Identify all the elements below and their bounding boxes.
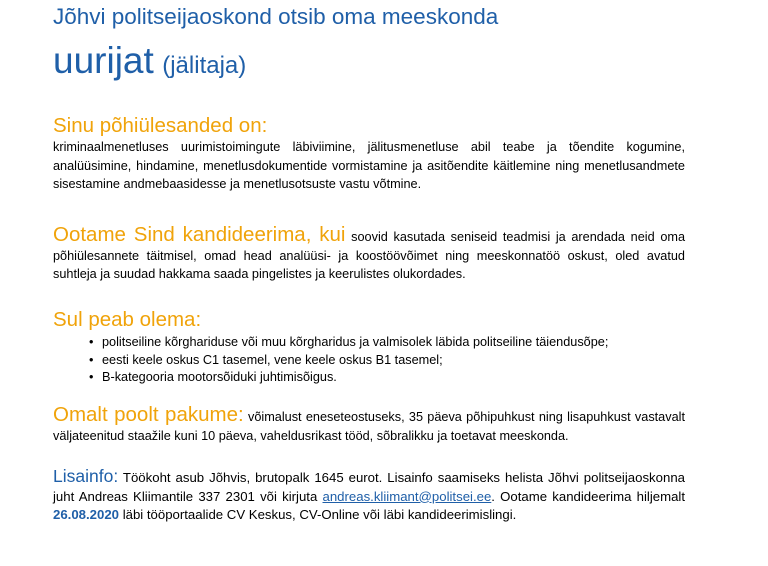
ad-title: uurijat [53, 40, 154, 81]
ad-title-row [53, 38, 246, 89]
info-text-2: . Ootame kandideerima hiljemalt [491, 488, 685, 504]
invite-text: soovid kasutada seniseid teadmisi ja arendada neid oma põhiülesannete täitmisel, omad head analüüsi- ja koostöövõimet ning meeskonnatöö oskust, oled avatud suhtleja ja suudad hakkama saada pingelistes ja keerulistes olukordades. [53, 230, 685, 282]
ad-title-suffix: (jälitaja) [162, 52, 247, 79]
offer-paragraph [53, 403, 685, 445]
duties-section [53, 114, 685, 194]
deadline-date: 26.08.2020 [53, 507, 120, 523]
requirements-section [53, 308, 685, 387]
info-heading: Lisainfo: [53, 466, 119, 486]
offer-heading: Omalt poolt pakume: [53, 403, 244, 426]
invite-heading: Ootame Sind kandideerima, kui [53, 223, 346, 246]
offer-text: võimalust eneseteostuseks, 35 päeva põhipuhkust ning lisapuhkust vastavalt väljateenitud staažile kuni 10 päeva, vaheldusrikast tööd, sõbralikku ja toetavat meeskonda. [53, 410, 685, 443]
info-text-3: läbi tööportaalide CV Keskus, CV-Online või läbi kandideerimislingi. [122, 507, 517, 523]
offer-section [53, 403, 685, 445]
list-item: • eesti keele oskus C1 tasemel, vene keele oskus B1 tasemel; [89, 352, 685, 370]
duties-text: kriminaalmenetluses uurimistoimingute läbiviimine, jälitusmenetluse abil teabe ja tõendite kogumine, analüüsimine, hindamine, menetlusdokumentide vormistamine ja asitõendite käitlemine ning menetlusandmete sisestamine andmebaasidesse ja menetlusotsuste vastu võtmine. [53, 140, 685, 192]
info-text-1: Töökoht asub Jõhvis, brutopalk 1645 eurot. Lisainfo saamiseks helista Jõhvi politseijaoskonna juht Andreas Kliimantile 337 2301 või kirjuta [53, 470, 685, 504]
email-link[interactable]: andreas.kliimant@politsei.ee [322, 488, 492, 504]
list-item: • B-kategooria mootorsõiduki juhtimisõigus. [89, 369, 685, 387]
requirements-list [53, 334, 685, 387]
duties-heading: Sinu põhiülesanded on: [53, 114, 268, 137]
info-paragraph [53, 467, 685, 525]
ad-subtitle: Jõhvi politseijaoskond otsib oma meeskonda [53, 4, 499, 29]
info-section [53, 467, 685, 525]
requirements-heading: Sul peab olema: [53, 308, 202, 331]
list-item: • politseiline kõrghariduse või muu kõrgharidus ja valmisolek läbida politseiline täiendusõpe; [89, 334, 685, 352]
invite-paragraph [53, 223, 685, 284]
invite-section [53, 223, 685, 284]
